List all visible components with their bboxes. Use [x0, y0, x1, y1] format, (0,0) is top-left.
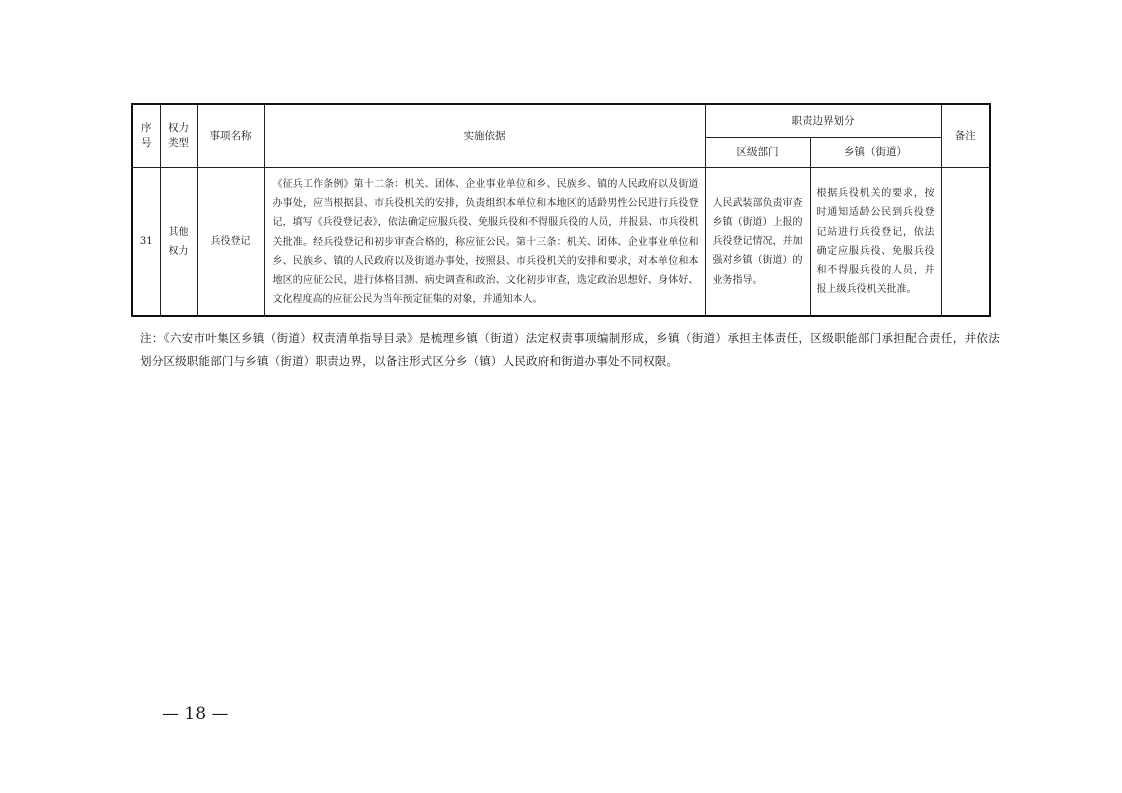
row-remarks — [941, 168, 990, 317]
header-power-type: 权力 类型 — [160, 104, 197, 168]
header-basis: 实施依据 — [264, 104, 705, 168]
row-power-type: 其他 权力 — [160, 168, 197, 317]
row-township: 根据兵役机关的要求，按时通知适龄公民到兵役登记站进行兵役登记，依法确定应服兵役、免服兵役和不得服兵役的人员，并报上级兵役机关批准。 — [810, 168, 941, 317]
row-index: 31 — [132, 168, 160, 317]
header-remarks: 备注 — [941, 104, 990, 168]
table-footnote: 注：《六安市叶集区乡镇（街道）权责清单指导目录》是梳理乡镇（街道）法定权责事项编制形成，乡镇（街道）承担主体责任，区级职能部门承担配合责任，并依法划分区级职能部门与乡镇（街道）职责边界，以备注形式区分乡（镇）人民政府和街道办事处不同权限。 — [140, 331, 1000, 368]
row-item-name: 兵役登记 — [197, 168, 264, 317]
header-county-dept: 区级部门 — [705, 138, 810, 168]
header-index: 序 号 — [132, 104, 160, 168]
header-item-name: 事项名称 — [197, 104, 264, 168]
row-basis: 《征兵工作条例》第十二条：机关、团体、企业事业单位和乡、民族乡、镇的人民政府以及街道办事处，应当根据县、市兵役机关的安排，负责组织本单位和本地区的适龄男性公民进行兵役登记，填写《兵役登记表》，依法确定应服兵役、免服兵役和不得服兵役的人员，并报县、市兵役机关批准。经兵役登记和初步审查合格的，称应征公民。第十三条：机关、团体、企业事业单位和乡、民族乡、镇的人民政府以及街道办事处，按照县、市兵役机关的安排和要求，对本单位和本地区的应征公民，进行体格目测、病史调查和政治、文化初步审查，选定政治思想好、身体好、文化程度高的应征公民为当年预定征集的对象，并通知本人。 — [264, 168, 705, 317]
header-boundary: 职责边界划分 — [705, 104, 941, 138]
row-county-dept: 人民武装部负责审查乡镇（街道）上报的兵役登记情况，并加强对乡镇（街道）的业务指导。 — [705, 168, 810, 317]
table-row — [132, 168, 990, 317]
page-number: — 18 — — [162, 704, 229, 724]
header-township: 乡镇（街道） — [810, 138, 941, 168]
powers-table — [131, 103, 991, 317]
header-row-top — [132, 104, 990, 138]
